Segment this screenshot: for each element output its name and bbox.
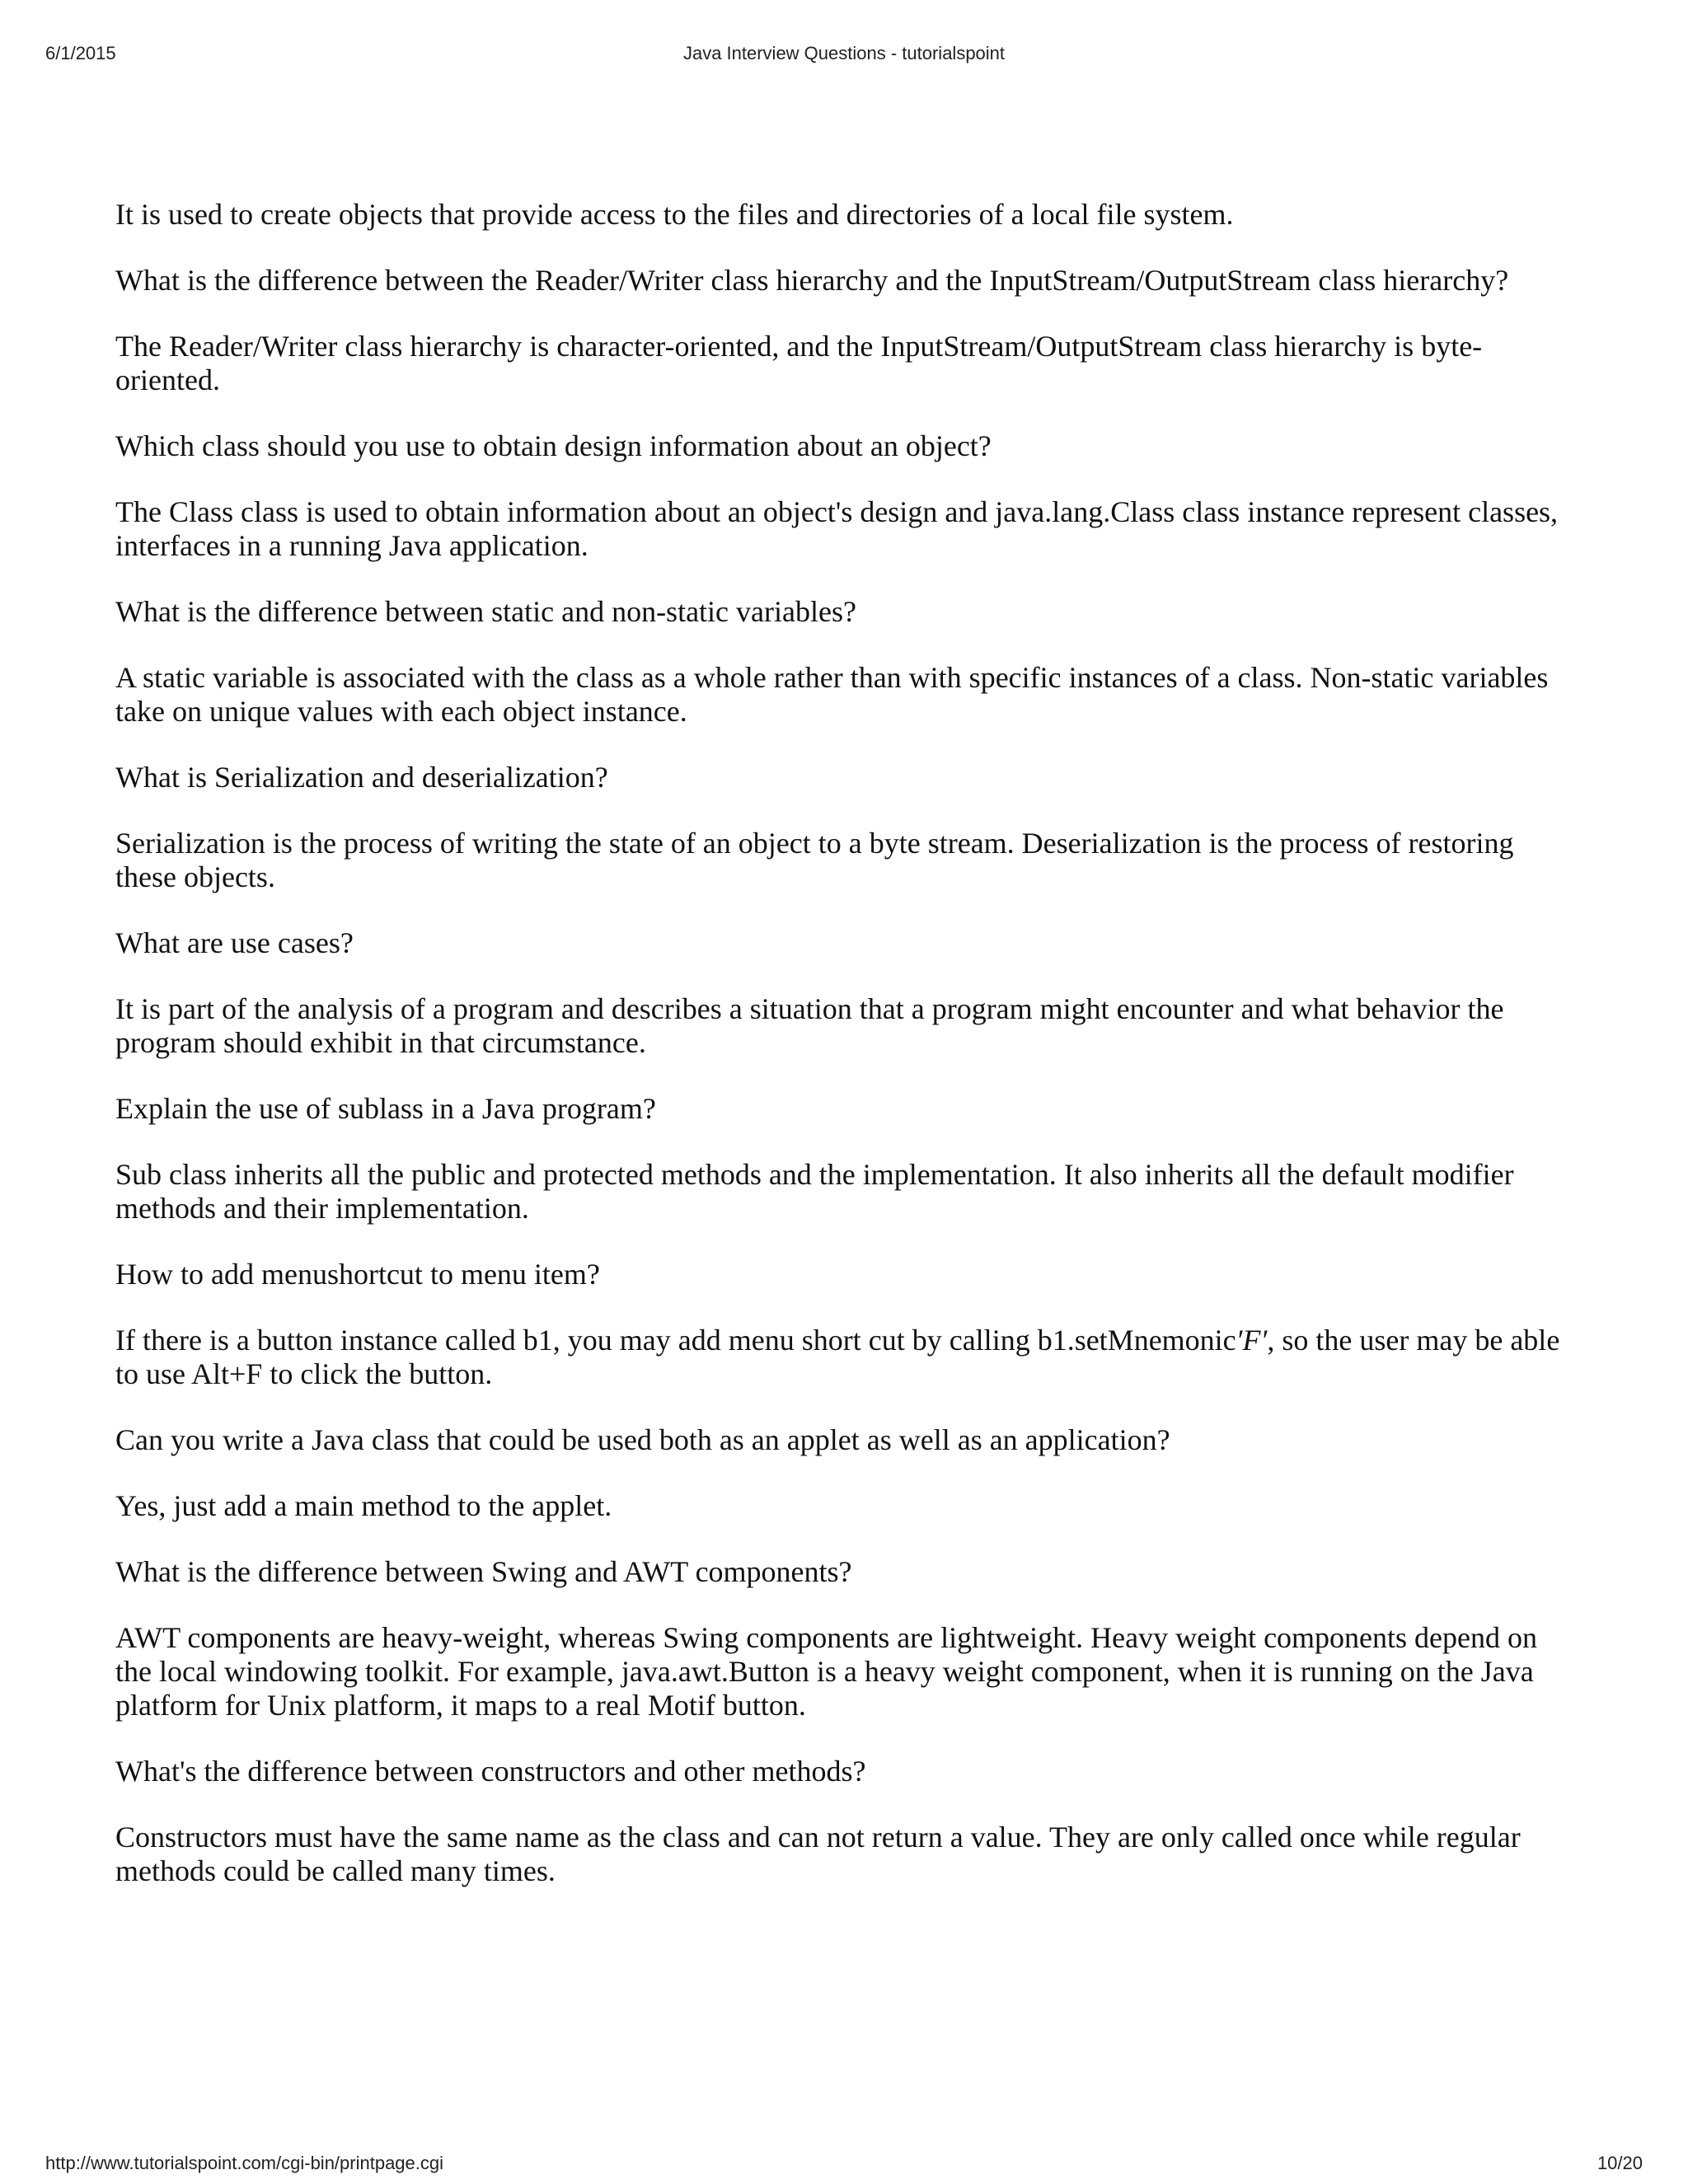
answer-swing-awt: AWT components are heavy-weight, whereas Swing components are lightweight. Heavy weight components depend on the local windowing toolkit. For example, java.awt.Button is a heavy weight component, when it is running on the Java platform for Unix platform, it maps to a real Motif button. xyxy=(115,1621,1537,1722)
question-design-info: Which class should you use to obtain design information about an object? xyxy=(115,429,992,462)
document-body xyxy=(115,198,1566,1888)
question-use-cases: What are use cases? xyxy=(115,926,354,959)
question-serialization: What is Serialization and deserialization? xyxy=(115,761,608,794)
answer-menushortcut xyxy=(115,1324,1566,1391)
question-menushortcut: How to add menushortcut to menu item? xyxy=(115,1258,600,1291)
answer-serialization: Serialization is the process of writing the state of an object to a byte stream. Deserialization is the process of restoring these objects. xyxy=(115,827,1514,893)
answer-subclass: Sub class inherits all the public and protected methods and the implementation. It also inherits all the default modifier methods and their implementation. xyxy=(115,1158,1514,1225)
question-static-variables: What is the difference between static and non-static variables? xyxy=(115,595,856,628)
answer-file-class: It is used to create objects that provide access to the files and directories of a local file system. xyxy=(115,198,1234,231)
answer-use-cases: It is part of the analysis of a program and describes a situation that a program might encounter and what behavior the program should exhibit in that circumstance. xyxy=(115,992,1504,1059)
answer-menushortcut-text-before: If there is a button instance called b1, you may add menu short cut by calling b1.setMnemonic xyxy=(115,1324,1236,1357)
print-date: 6/1/2015 xyxy=(45,43,116,63)
answer-static-variables: A static variable is associated with the class as a whole rather than with specific instances of a class. Non-static variables take on unique values with each object instance. xyxy=(115,661,1549,728)
mnemonic-math-expression: ′F′ xyxy=(1236,1324,1268,1357)
page-number: 10/20 xyxy=(1597,2153,1643,2173)
question-constructors: What's the difference between constructors and other methods? xyxy=(115,1755,866,1788)
answer-applet-application: Yes, just add a main method to the applet. xyxy=(115,1489,612,1522)
print-footer xyxy=(45,2153,1643,2177)
page-url: http://www.tutorialspoint.com/cgi-bin/printpage.cgi xyxy=(45,2153,444,2173)
answer-constructors: Constructors must have the same name as the class and can not return a value. They are only called once while regular methods could be called many times. xyxy=(115,1821,1521,1887)
answer-design-info: The Class class is used to obtain information about an object's design and java.lang.Class class instance represent classes, interfaces in a running Java application. xyxy=(115,495,1559,562)
answer-reader-writer: The Reader/Writer class hierarchy is character-oriented, and the InputStream/OutputStream class hierarchy is byte-oriented. xyxy=(115,330,1483,396)
page-title: Java Interview Questions - tutorialspoint xyxy=(682,43,1006,63)
question-subclass: Explain the use of sublass in a Java program? xyxy=(115,1092,656,1125)
question-reader-writer: What is the difference between the Reader/Writer class hierarchy and the InputStream/OutputStream class hierarchy? xyxy=(115,264,1509,297)
answer-menushortcut-text-after: , so the user may be able to use Alt+F to click the button. xyxy=(115,1324,1560,1390)
question-applet-application: Can you write a Java class that could be used both as an applet as well as an application? xyxy=(115,1423,1170,1456)
print-header xyxy=(45,43,1643,68)
question-swing-awt: What is the difference between Swing and AWT components? xyxy=(115,1555,852,1588)
